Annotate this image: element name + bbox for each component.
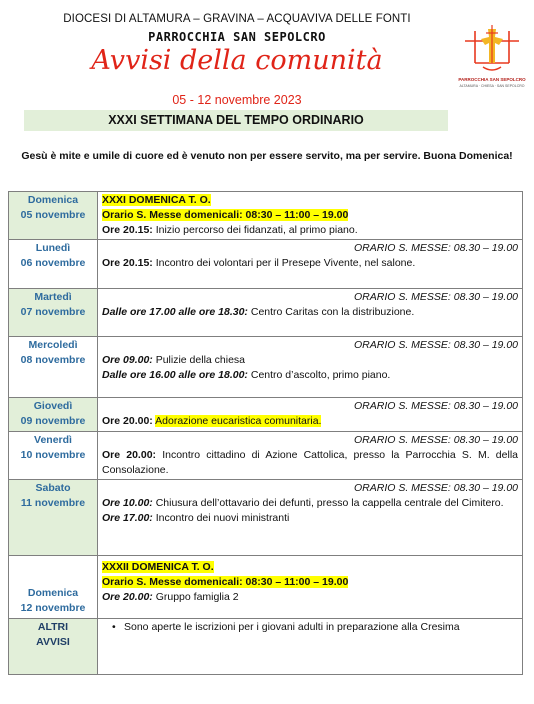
schedule-row-wednesday <box>9 337 523 398</box>
mass-times: ORARIO S. MESSE: 08.30 – 19.00 <box>354 400 518 412</box>
weekly-motto: Gesù è mite e umile di cuore ed è venuto non per essere servito, ma per servire. Buona Domenica! <box>21 150 513 162</box>
day-date: 06 novembre <box>20 257 86 269</box>
mass-times: ORARIO S. MESSE: 08.30 – 19.00 <box>354 482 518 494</box>
day-date: 12 novembre <box>20 602 86 614</box>
day-name: Sabato <box>35 482 71 494</box>
day-name: Venerdì <box>34 434 72 446</box>
event-cell <box>98 398 523 432</box>
date-range: 05 - 12 novembre 2023 <box>172 93 302 107</box>
event-cell <box>98 240 523 289</box>
logo-subcaption: ALTAMURA · CHIESA · SAN SEPOLCRO <box>459 84 525 88</box>
event-time: Ore 20.00: <box>102 449 157 461</box>
day-cell <box>9 240 98 289</box>
sunday-heading: XXXII DOMENICA T. O. <box>102 561 214 573</box>
event-time: Ore 20.15: <box>102 257 153 269</box>
liturgical-week-banner: XXXI SETTIMANA DEL TEMPO ORDINARIO <box>24 110 448 131</box>
event-time: Dalle ore 16.00 alle ore 18.00: <box>102 369 248 381</box>
day-cell <box>9 556 98 619</box>
schedule-row-tuesday <box>9 289 523 337</box>
notice-text: Sono aperte le iscrizioni per i giovani adulti in preparazione alla Cresima <box>124 621 460 633</box>
event-time: Ore 10.00: <box>102 497 153 509</box>
day-date: 10 novembre <box>20 449 86 461</box>
event-time: Ore 20.00: <box>102 415 153 427</box>
event-cell <box>98 192 523 240</box>
event-text: Incontro cittadino di Azione Cattolica, presso la Parrocchia S. M. della Consolazione. <box>102 449 518 476</box>
parish-heading: PARROCCHIA SAN SEPOLCRO <box>148 30 326 44</box>
event-text: Centro d’ascolto, primo piano. <box>247 369 391 381</box>
parish-logo-icon <box>461 23 523 93</box>
event-cell <box>98 480 523 556</box>
other-label: AVVISI <box>36 636 70 648</box>
event-time: Ore 17.00: <box>102 512 153 524</box>
schedule-row-saturday <box>9 480 523 556</box>
day-name: Mercoledì <box>28 339 78 351</box>
event-text: Chiusura dell’ottavario dei defunti, presso la cappella centrale del Cimitero. <box>152 497 504 509</box>
schedule-row-thursday <box>9 398 523 432</box>
event-time: Ore 20.00: <box>102 591 153 603</box>
day-name: Domenica <box>27 587 79 599</box>
logo-caption: PARROCCHIA SAN SEPOLCRO <box>458 77 526 82</box>
event-text: Adorazione eucaristica comunitaria. <box>155 415 322 427</box>
day-name: Giovedì <box>33 400 73 412</box>
diocese-heading: DIOCESI DI ALTAMURA – GRAVINA – ACQUAVIVA DELLE FONTI <box>63 13 411 25</box>
sunday-mass-times: Orario S. Messe domenicali: 08:30 – 11:00 – 19.00 <box>102 576 349 588</box>
day-date: 07 novembre <box>20 306 86 318</box>
schedule-row-monday <box>9 240 523 289</box>
day-cell <box>9 192 98 240</box>
day-cell <box>9 432 98 480</box>
mass-times: ORARIO S. MESSE: 08.30 – 19.00 <box>354 291 518 303</box>
mass-times: ORARIO S. MESSE: 08.30 – 19.00 <box>354 339 518 351</box>
sunday-heading: XXXI DOMENICA T. O. <box>102 194 211 206</box>
day-name: Domenica <box>27 194 79 206</box>
event-text: Incontro dei volontari per il Presepe Vivente, nel salone. <box>152 257 416 269</box>
day-date: 11 novembre <box>20 497 86 509</box>
day-cell <box>9 480 98 556</box>
mass-times: ORARIO S. MESSE: 08.30 – 19.00 <box>354 242 518 254</box>
schedule-row-sunday-05 <box>9 192 523 240</box>
day-date: 05 novembre <box>20 209 86 221</box>
event-cell <box>98 289 523 337</box>
day-cell <box>9 619 98 675</box>
event-time: Ore 20.15: <box>102 224 153 236</box>
weekly-schedule-table <box>8 191 523 675</box>
notice-item <box>102 620 518 635</box>
schedule-row-other-notices <box>9 619 523 675</box>
event-time: Ore 09.00: <box>102 354 153 366</box>
day-cell <box>9 289 98 337</box>
event-text: Inizio percorso dei fidanzati, al primo piano. <box>152 224 358 236</box>
other-label: ALTRI <box>37 621 69 633</box>
event-text: Centro Caritas con la distribuzione. <box>247 306 415 318</box>
day-cell <box>9 337 98 398</box>
event-text: Incontro dei nuovi ministranti <box>152 512 290 524</box>
page-title: Avvisi della comunità <box>91 45 383 76</box>
event-text: Gruppo famiglia 2 <box>152 591 239 603</box>
day-name: Lunedì <box>35 242 71 254</box>
mass-times: ORARIO S. MESSE: 08.30 – 19.00 <box>354 434 518 446</box>
day-cell <box>9 398 98 432</box>
day-date: 09 novembre <box>20 415 86 427</box>
event-cell <box>98 556 523 619</box>
event-text: Pulizie della chiesa <box>152 354 246 366</box>
bullet-icon: • <box>112 621 116 633</box>
sunday-mass-times: Orario S. Messe domenicali: 08:30 – 11:00 – 19.00 <box>102 209 349 221</box>
event-cell <box>98 619 523 675</box>
day-date: 08 novembre <box>20 354 86 366</box>
event-cell <box>98 337 523 398</box>
event-cell <box>98 432 523 480</box>
event-time: Dalle ore 17.00 alle ore 18.30: <box>102 306 248 318</box>
schedule-row-friday <box>9 432 523 480</box>
day-name: Martedì <box>34 291 72 303</box>
schedule-row-sunday-12 <box>9 556 523 619</box>
